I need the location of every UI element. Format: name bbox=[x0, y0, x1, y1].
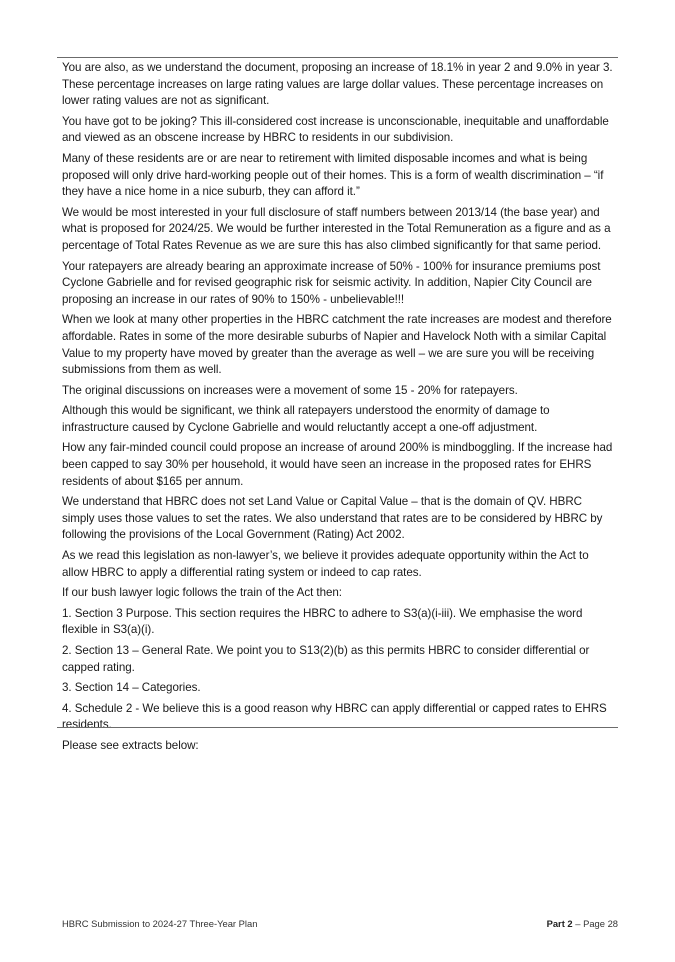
page-number bbox=[547, 918, 618, 930]
footer-title: HBRC Submission to 2024-27 Three-Year Plan bbox=[62, 918, 258, 929]
paragraph: The original discussions on increases were a movement of some 15 - 20% for ratepayers. bbox=[62, 383, 518, 397]
paragraph: Please see extracts below: bbox=[62, 738, 199, 752]
list-item: 4. Schedule 2 - We believe this is a good reason why HBRC can apply differential or capped rates to EHRS residents. bbox=[62, 701, 607, 732]
paragraph: You have got to be joking? This ill-considered cost increase is unconscionable, inequitable and unaffordable and viewed as an obscene increase by HBRC to residents in our subdivision. bbox=[62, 114, 609, 145]
paragraph: As we read this legislation as non-lawyer’s, we believe it provides adequate opportunity within the Act to allow HBRC to apply a differential rating system or indeed to cap rates. bbox=[62, 549, 589, 579]
list-item: 1. Section 3 Purpose. This section requires the HBRC to adhere to S3(a)(i-iii). We emphasise the word flexible in S3(a)(i). bbox=[62, 606, 583, 637]
footer-page: – Page 28 bbox=[575, 918, 618, 929]
body-text bbox=[62, 60, 615, 759]
bottom-rule bbox=[57, 727, 618, 728]
footer-part: Part 2 bbox=[546, 918, 573, 929]
top-rule bbox=[57, 57, 618, 58]
paragraph: Your ratepayers are already bearing an approximate increase of 50% - 100% for insurance premiums post Cyclone Gabrielle and for revised geographic risk for seismic activity. In addition, Napier City Council are proposing an increase in our rates of 90% to 150% - unbelievable!!! bbox=[62, 259, 601, 306]
page-footer bbox=[62, 918, 618, 930]
paragraph: When we look at many other properties in the HBRC catchment the rate increases are modest and therefore affordable. Rates in some of the more desirable suburbs of Napier and Havelock Noth with a similar Capital Value to my property have moved by greater than the average as well – we are sure you will be receiving submissions from them as well. bbox=[62, 313, 612, 377]
paragraph: How any fair-minded council could propose an increase of around 200% is mindboggling. If the increase had been capped to say 30% per household, it would have seen an increase in the proposed rates for EHRS residents of about $165 per annum. bbox=[62, 441, 613, 488]
paragraph: If our bush lawyer logic follows the train of the Act then: bbox=[62, 586, 342, 600]
paragraph: We understand that HBRC does not set Land Value or Capital Value – that is the domain of QV. HBRC simply uses those values to set the rates. We also understand that rates are to be considered by HBRC by following the provisions of the Local Government (Rating) Act 2002. bbox=[62, 495, 603, 542]
paragraph: You are also, as we understand the document, proposing an increase of 18.1% in year 2 and 9.0% in year 3. These percentage increases on large rating values are large dollar values. These percentage increases on lower rating values are not as significant. bbox=[62, 61, 613, 108]
list-item: 2. Section 13 – General Rate. We point you to S13(2)(b) as this permits HBRC to consider differential or capped rating. bbox=[62, 644, 590, 674]
paragraph: Many of these residents are or are near to retirement with limited disposable incomes and what is being proposed will only drive hard-working people out of their homes. This is a form of wealth discrimination – “if they have a nice home in a nice suburb, they can afford it.” bbox=[62, 151, 604, 199]
paragraph: Although this would be significant, we think all ratepayers understood the enormity of damage to infrastructure caused by Cyclone Gabrielle and would reluctantly accept a one-off adjustment. bbox=[62, 404, 550, 434]
list-item: 3. Section 14 – Categories. bbox=[62, 681, 201, 695]
paragraph: We would be most interested in your full disclosure of staff numbers between 2013/14 (the base year) and what is proposed for 2024/25. We would be further interested in the Total Remuneration as a figure and as a percentage of Total Rates Revenue as we are sure this has also climbed significantly for that same period. bbox=[62, 205, 611, 252]
